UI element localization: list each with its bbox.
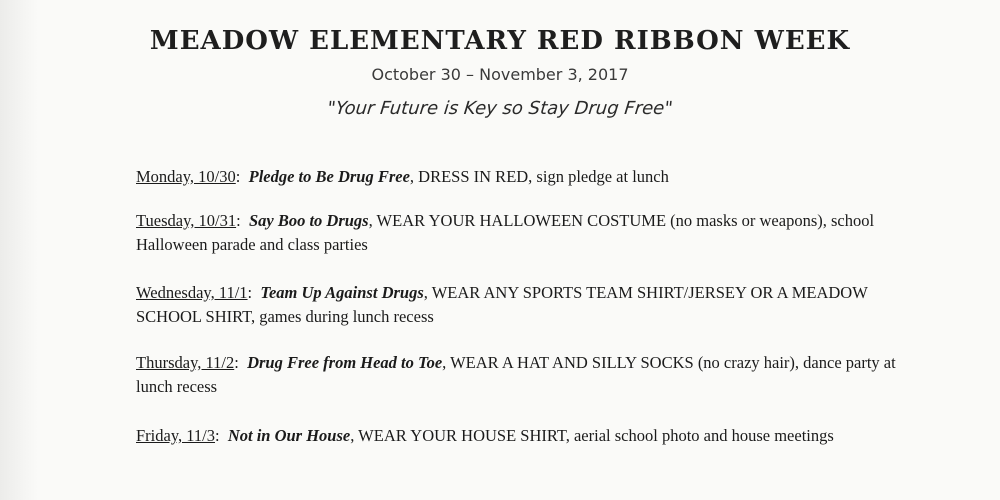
schedule-theme: Team Up Against Drugs: [260, 283, 424, 302]
slogan: "Your Future is Key so Stay Drug Free": [326, 98, 674, 119]
schedule-details: , WEAR ANY SPORTS TEAM SHIRT/JERSEY OR A MEADOW SCHOOL SHIRT, games during lunch recess: [136, 283, 868, 326]
schedule-details: , WEAR YOUR HALLOWEEN COSTUME (no masks or weapons), school Halloween parade and class parties: [136, 211, 875, 254]
schedule-theme: Pledge to Be Drug Free: [248, 167, 410, 186]
schedule-day: Monday, 10/30: [136, 167, 236, 186]
schedule-day: Friday, 11/3: [136, 426, 215, 445]
schedule-details: , WEAR YOUR HOUSE SHIRT, aerial school photo and house meetings: [350, 426, 834, 445]
schedule-day: Thursday, 11/2: [136, 353, 235, 372]
schedule-entry-wednesday: Wednesday, 11/1: Team Up Against Drugs, WEAR ANY SPORTS TEAM SHIRT/JERSEY OR A MEADOW SCHOOL SHIRT, games during lunch recess: [136, 283, 868, 326]
schedule-theme: Say Boo to Drugs: [248, 211, 369, 230]
event-dates: October 30 – November 3, 2017: [371, 65, 629, 84]
schedule-entry-thursday: Thursday, 11/2: Drug Free from Head to Toe, WEAR A HAT AND SILLY SOCKS (no crazy hair), dance party at lunch recess: [136, 353, 896, 396]
schedule-day: Tuesday, 10/31: [136, 211, 237, 230]
schedule-entry-monday: Monday, 10/30: Pledge to Be Drug Free, DRESS IN RED, sign pledge at lunch: [136, 167, 669, 186]
schedule-theme: Not in Our House: [227, 426, 351, 445]
schedule-day: Wednesday, 11/1: [136, 283, 248, 302]
schedule-details: , WEAR A HAT AND SILLY SOCKS (no crazy hair), dance party at lunch recess: [136, 353, 896, 396]
schedule-details: , DRESS IN RED, sign pledge at lunch: [409, 167, 669, 186]
schedule-theme: Drug Free from Head to Toe: [247, 353, 443, 372]
schedule-entry-tuesday: Tuesday, 10/31: Say Boo to Drugs, WEAR YOUR HALLOWEEN COSTUME (no masks or weapons), school Halloween parade and class parties: [136, 211, 875, 254]
schedule-entry-friday: Friday, 11/3: Not in Our House, WEAR YOUR HOUSE SHIRT, aerial school photo and house meetings: [136, 426, 834, 445]
document-title: MEADOW ELEMENTARY RED RIBBON WEEK: [149, 26, 851, 56]
